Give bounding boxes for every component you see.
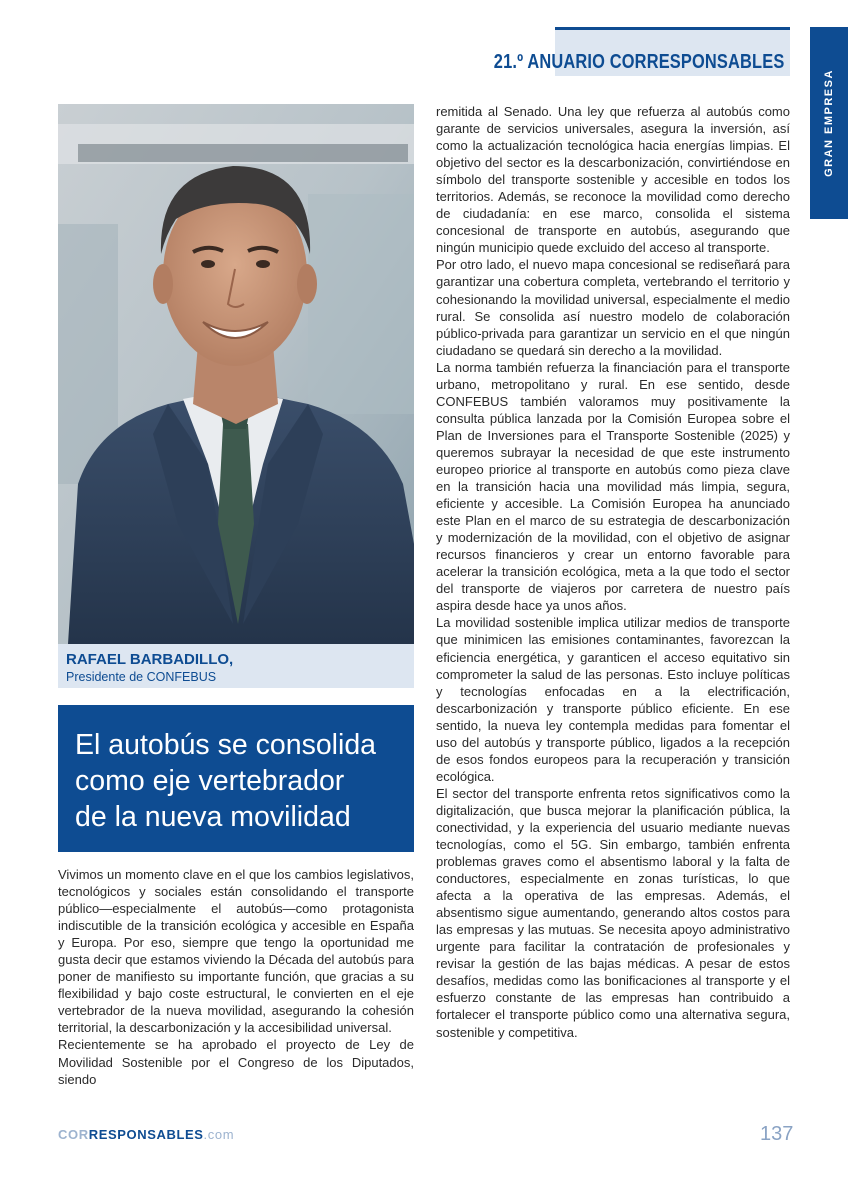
publication-title: 21.º ANUARIO CORRESPONSABLES <box>493 51 784 73</box>
paragraph: La norma también refuerza la financiación para el transporte urbano, metropolitano y rural. En ese sentido, desde CONFEBUS también valoramos muy positivamente la consulta pública lanzada por la Comisión Europea sobre el Plan de Inversiones para el Transporte Sostenible (2025) y queremos subrayar la necesidad de que este instrumento europeo priorice al transporte en autobús como pieza clave en la transición hacia una movilidad más limpia, segura, eficiente y accesible. La Comisión Europea ha anunciado este Plan en el marco de su estrategia de descarbonización y modernización de la movilidad, con el objetivo de asignar recursos financieros y crear un entorno favorable para acelerar la transición ecológica, meta a la que todo el sector del transporte de viajeros por carretera de nuestro país aspira desde hace ya unos años. <box>436 359 790 614</box>
paragraph: El sector del transporte enfrenta retos significativos como la digitalización, que busca mejorar la planificación pública, la conectividad, y la experiencia del usuario mediante nuevas tecnologías, como el 5G. Sin embargo, también enfrenta problemas graves como el absentismo laboral y la falta de conductores, especialmente en zonas turísticas, lo que afecta a la operativa de las empresas. Además, el absentismo sigue aumentando, generando altos costos para las empresas y las mutuas. Se necesita apoyo administrativo urgente para facilitar la contratación de profesionales y revisar la gestión de las bajas médicas. A pesar de estos desafíos, medidas como las bonificaciones al transporte y el esfuerzo constante de las empresas han contribuido a fortalecer el transporte público como una alternativa segura, sostenible y competitiva. <box>436 785 790 1040</box>
page-number: 137 <box>760 1123 794 1145</box>
footer-logo[interactable] <box>58 1127 234 1142</box>
portrait-photo <box>58 104 414 644</box>
paragraph: remitida al Senado. Una ley que refuerza al autobús como garante de servicios universales, asegura la inversión, así como la actualización tecnológica hacia energías limpias. El objetivo del sector es la descarbonización, convirtiéndose en símbolo del transporte sostenible y accesible en todos los territorios. Además, se reconoce la movilidad como derecho de ciudadanía: en ese marco, consolida el sistema concesional de transporte en autobús, asegurando que ningún municipio quede excluido del acceso al transporte. <box>436 104 790 256</box>
section-tab <box>810 27 848 219</box>
logo-part-responsables: RESPONSABLES <box>88 1127 204 1142</box>
paragraph: La movilidad sostenible implica utilizar medios de transporte que minimicen las emisiones contaminantes, favorezcan la eficiencia energética, y garanticen el acceso equitativo sin comprometer la salud de las personas. Esto incluye políticas y tecnologías enfocadas en a la electrificación, descarbonización y transporte público eficiente. En ese sentido, la nueva ley contempla medidas para fomentar el uso del autobús y transporte público, ligados a la recepción de esos fondos europeos para la recuperación y transición ecológica. <box>436 615 790 784</box>
photo-caption <box>58 644 414 688</box>
headline-line: como eje vertebrador <box>75 765 345 797</box>
paragraph: Por otro lado, el nuevo mapa concesional se rediseñará para garantizar una cobertura completa, vertebrando el territorio y cohesionando la movilidad universal, especialmente el medio rural. Se consolida así nuestro modelo de colaboración público-privada para garantizar un servicio en el que ningún ciudadano se quedará sin derecho a la movilidad. <box>436 257 790 358</box>
article-column-left <box>58 866 414 1088</box>
headline-line: de la nueva movilidad <box>75 801 351 833</box>
person-role: Presidente de CONFEBUS <box>66 670 217 684</box>
headline-box <box>58 705 414 852</box>
article-column-right <box>436 103 790 1041</box>
paragraph: Recientemente se ha aprobado el proyecto de Ley de Movilidad Sostenible por el Congreso de los Diputados, siendo <box>58 1037 414 1087</box>
logo-part-domain: .com <box>203 1127 235 1142</box>
paragraph: Vivimos un momento clave en el que los cambios legislativos, tecnológicos y sociales están consolidando el transporte público—especialmente el autobús—como protagonista indiscutible de la transición ecológica y accesible en España y Europa. Por eso, siempre que tengo la oportunidad me gusta decir que estamos viviendo la Década del autobús para poner de manifiesto su importante función, que gracias a su flexibilidad y bajo coste estructural, le convierten en el eje vertebrador de la nueva movilidad, asegurando la cohesión territorial, la descarbonización y la accesibilidad universal. <box>58 867 414 1036</box>
header-band <box>493 27 790 76</box>
logo-part-cor: COR <box>58 1127 89 1142</box>
section-tab-label: GRAN EMPRESA <box>823 69 835 177</box>
headline-line: El autobús se consolida <box>75 729 377 761</box>
person-name: RAFAEL BARBADILLO, <box>66 651 234 668</box>
